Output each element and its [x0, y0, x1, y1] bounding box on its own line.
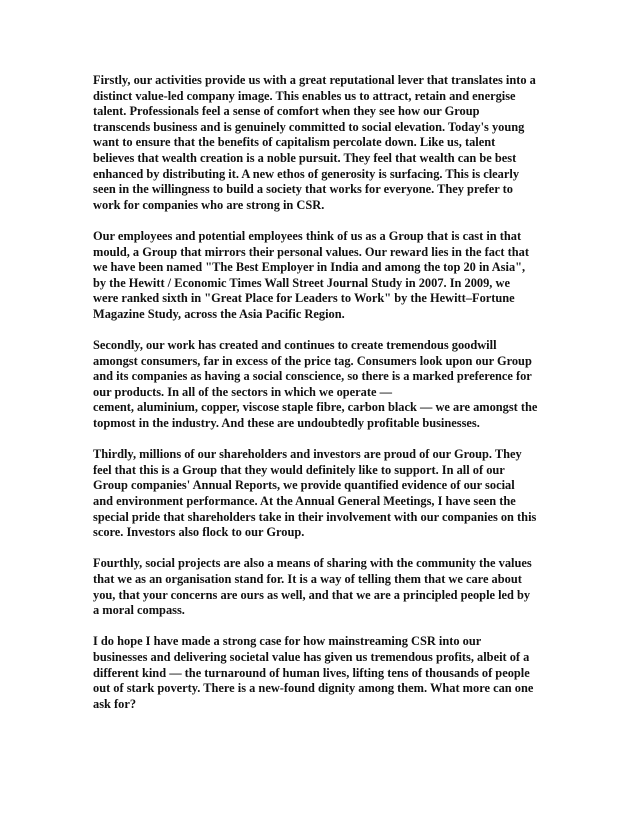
text-line: talent. Professionals feel a sense of comfort when they see how our Group [93, 104, 480, 119]
paragraph-3 [93, 338, 551, 432]
paragraph-5 [93, 556, 551, 618]
text-line: out of stark poverty. There is a new-found dignity among them. What more can one [93, 681, 534, 696]
text-line: want to ensure that the benefits of capitalism percolate down. Like us, talent [93, 135, 496, 150]
text-line: believes that wealth creation is a noble pursuit. They feel that wealth can be best [93, 150, 517, 165]
text-line: Magazine Study, across the Asia Pacific Region. [93, 306, 345, 321]
text-line: were ranked sixth in "Great Place for Leaders to Work" by the Hewitt–Fortune [93, 291, 515, 306]
text-line: Secondly, our work has created and continues to create tremendous goodwill [93, 338, 497, 353]
text-line: I do hope I have made a strong case for how mainstreaming CSR into our [93, 634, 482, 649]
text-line: Thirdly, millions of our shareholders and investors are proud of our Group. They [93, 447, 522, 462]
text-line: our products. In all of the sectors in which we operate — [93, 384, 392, 399]
text-line: mould, a Group that mirrors their personal values. Our reward lies in the fact that [93, 244, 529, 259]
text-line: distinct value-led company image. This enables us to attract, retain and energise [93, 88, 516, 103]
body-text [93, 73, 551, 728]
text-line: feel that this is a Group that they would definitely like to support. In all of our [93, 462, 505, 477]
text-line: amongst consumers, far in excess of the price tag. Consumers look upon our Group [93, 353, 532, 368]
paragraph-6 [93, 634, 551, 712]
text-line: a moral compass. [93, 603, 185, 618]
text-line: different kind — the turnaround of human lives, lifting tens of thousands of people [93, 665, 530, 680]
text-line: by the Hewitt / Economic Times Wall Street Journal Study in 2007. In 2009, we [93, 275, 510, 290]
paragraph-4 [93, 447, 551, 541]
text-line: seen in the willingness to build a society that works for everyone. They prefer to [93, 182, 514, 197]
text-line: and environment performance. At the Annual General Meetings, I have seen the [93, 494, 516, 509]
text-line: transcends business and is genuinely committed to social elevation. Today's young [93, 119, 525, 134]
text-line: and its companies as having a social conscience, so there is a marked preference for [93, 369, 532, 384]
text-line: ask for? [93, 696, 137, 711]
text-line: that we as an organisation stand for. It is a way of telling them that we care about [93, 572, 522, 586]
paragraph-1 [93, 73, 551, 213]
paragraph-2 [93, 229, 551, 323]
text-line: work for companies who are strong in CSR. [93, 197, 325, 212]
text-line: special pride that shareholders take in their involvement with our companies on this [93, 509, 537, 524]
text-line: Firstly, our activities provide us with a great reputational lever that translates into a [93, 73, 536, 87]
text-line: Our employees and potential employees think of us as a Group that is cast in that [93, 228, 522, 243]
text-line: businesses and delivering societal value has given us tremendous profits, albeit of a [93, 649, 530, 664]
text-line: cement, aluminium, copper, viscose staple fibre, carbon black — we are amongst the [93, 400, 538, 415]
text-line: score. Investors also flock to our Group. [93, 525, 305, 540]
text-line: Group companies' Annual Reports, we provide quantified evidence of our social [93, 478, 515, 493]
text-line: we have been named "The Best Employer in India and among the top 20 in Asia", [93, 260, 526, 275]
text-line: you, that your concerns are ours as well, and that we are a principled people led by [93, 587, 531, 602]
text-line: Fourthly, social projects are also a means of sharing with the community the values [93, 556, 532, 571]
text-line: topmost in the industry. And these are undoubtedly profitable businesses. [93, 416, 480, 431]
text-line: enhanced by distributing it. A new ethos of generosity is surfacing. This is clearly [93, 166, 520, 181]
